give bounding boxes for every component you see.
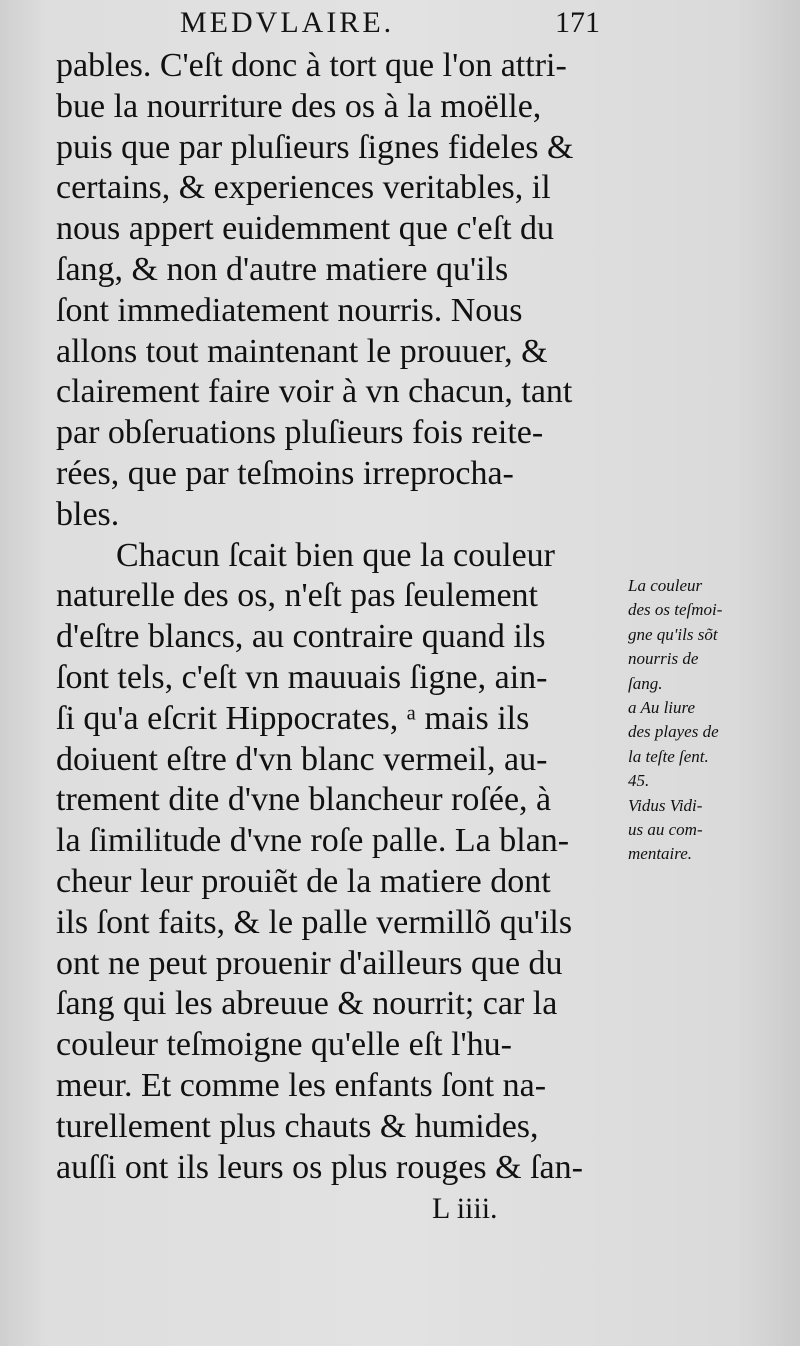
- body-line: ſang, & non d'autre matiere qu'ils: [56, 250, 509, 288]
- body-line: ſang qui les abreuue & nourrit; car la: [56, 985, 558, 1023]
- body-text: [56, 46, 626, 1188]
- margin-note-line: ſang.: [628, 673, 663, 693]
- body-line: naturelle des os, n'eſt pas ſeulement: [56, 577, 538, 615]
- margin-note-line: gne qu'ils sõt: [628, 624, 718, 644]
- body-line: bue la nourriture des os à la moëlle,: [56, 87, 542, 125]
- page-number: 171: [555, 6, 600, 39]
- paragraph-start-line: Chacun ſcait bien que la couleur: [116, 536, 555, 574]
- body-line: doiuent eſtre d'vn blanc vermeil, au-: [56, 740, 548, 778]
- margin-note-line: Vidus Vidi-: [628, 795, 703, 815]
- signature-mark: L iiii.: [432, 1192, 498, 1225]
- margin-note-line: nourris de: [628, 649, 699, 669]
- margin-note-line: us au com-: [628, 819, 703, 839]
- body-line: rées, que par teſmoins irreprocha-: [56, 454, 514, 492]
- margin-note: [628, 574, 788, 867]
- body-line: meur. Et comme les enfants ſont na-: [56, 1066, 547, 1104]
- body-line: trement dite d'vne blancheur roſée, à: [56, 781, 552, 819]
- body-line: nous appert euidemment que c'eſt du: [56, 210, 555, 248]
- margin-note-line: mentaire.: [628, 844, 693, 864]
- body-line: bles.: [56, 495, 120, 533]
- margin-note-line: des os teſmoi-: [628, 600, 723, 620]
- margin-note-line: La couleur: [628, 576, 703, 595]
- body-line: ſont immediatement nourris. Nous: [56, 291, 523, 329]
- body-line: auſſi ont ils leurs os plus rouges & ſan-: [56, 1148, 583, 1186]
- margin-note-line: la teſte ſent.: [628, 746, 709, 766]
- body-line: d'eſtre blancs, au contraire quand ils: [56, 618, 546, 656]
- body-line: couleur teſmoigne qu'elle eſt l'hu-: [56, 1026, 512, 1064]
- margin-note-line: a Au liure: [628, 697, 696, 717]
- margin-note-line: des playes de: [628, 722, 719, 742]
- margin-note-line: 45.: [628, 771, 650, 791]
- body-line: clairement faire voir à vn chacun, tant: [56, 373, 573, 411]
- body-line: puis que par pluſieurs ſignes fideles &: [56, 128, 574, 166]
- body-line: pables. C'eſt donc à tort que l'on attri-: [56, 47, 567, 84]
- body-line: par obſeruations pluſieurs fois reite-: [56, 414, 544, 452]
- body-line: ſi qu'a eſcrit Hippocrates, ᵃ mais ils: [56, 699, 530, 737]
- body-line: ont ne peut prouenir d'ailleurs que du: [56, 944, 563, 982]
- body-line: ſont tels, c'eſt vn mauuais ſigne, ain-: [56, 658, 548, 696]
- body-line: la ſimilitude d'vne roſe palle. La blan-: [56, 822, 570, 860]
- body-line: cheur leur prouiẽt de la matiere dont: [56, 862, 551, 900]
- body-line: allons tout maintenant le prouuer, &: [56, 332, 548, 370]
- body-line: ils ſont faits, & le palle vermillõ qu'ils: [56, 903, 573, 941]
- body-line: certains, & experiences veritables, il: [56, 169, 551, 207]
- page-header: [180, 6, 600, 46]
- running-title: MEDVLAIRE.: [180, 6, 395, 39]
- body-line: turellement plus chauts & humides,: [56, 1107, 539, 1145]
